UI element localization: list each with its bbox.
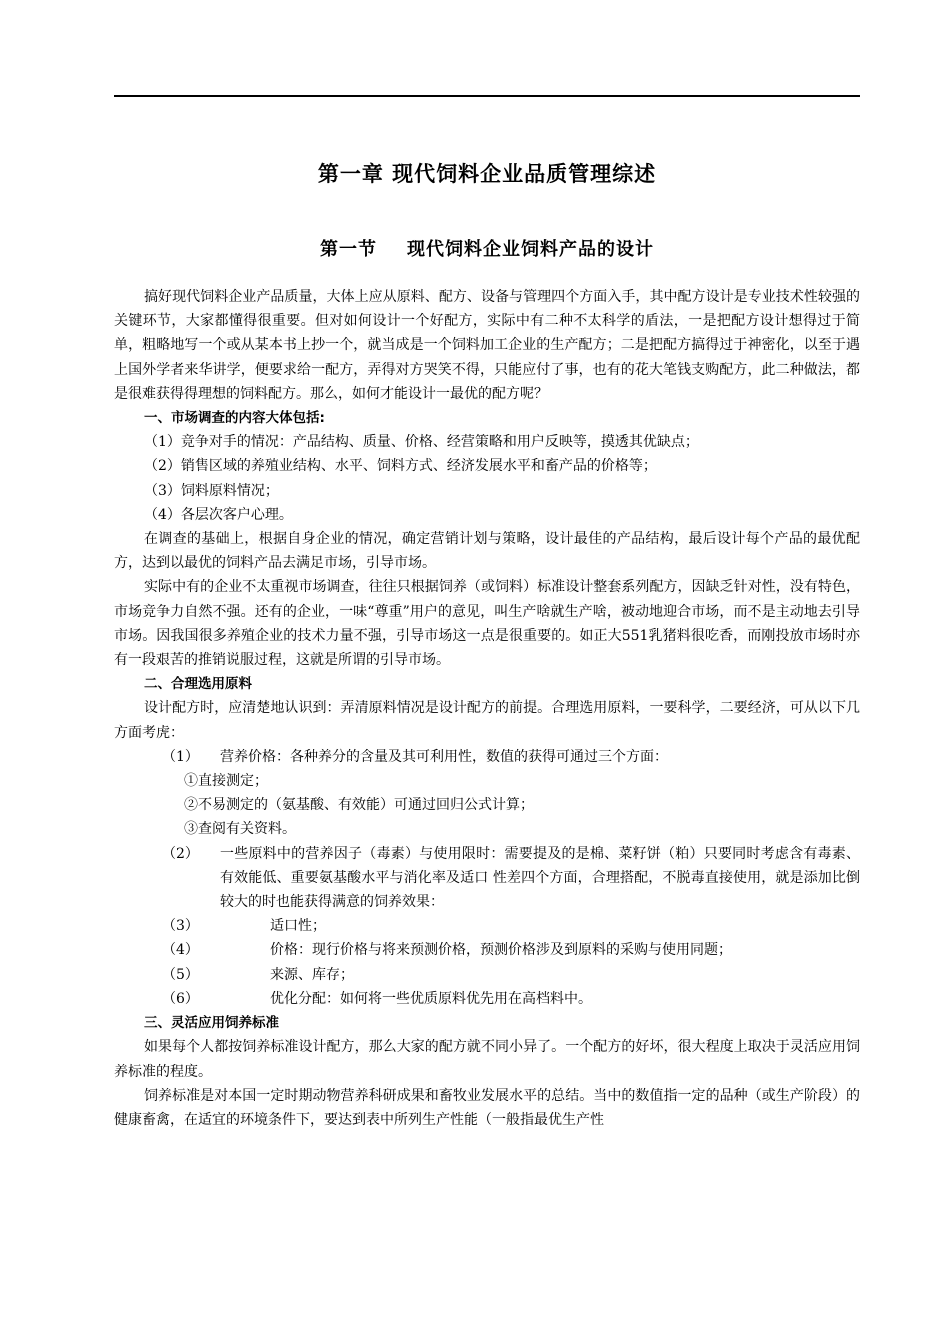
- part3-paragraph: 饲养标准是对本国一定时期动物营养科研成果和畜牧业发展水平的总结。当中的数值指一定的品种（或生产阶段）的健康畜禽，在适宜的环境条件下，要达到表中所列生产性能（一般指最优生产性: [114, 1087, 860, 1128]
- list-text: 适口性；: [270, 918, 326, 935]
- part1-paragraph: 实际中有的企业不太重视市场调查，往往只根据饲养（或饲料）标准设计整套系列配方，因缺乏针对性，没有特色，市场竞争力自然不强。还有的企业，一味“尊重”用户的意见，叫生产啥就生产啥，被动地迎合市场，而不是主动地去引导市场。因我国很多养殖企业的技术力量不强，引导市场这一点是很重要的。如正大551乳猪料很吃香，而刚投放市场时亦有一段艰苦的推销说服过程，这就是所谓的引导市场。: [114, 579, 860, 669]
- list-item: [114, 914, 860, 938]
- part2-heading: 二、合理选用原料: [144, 676, 252, 693]
- list-text: 优化分配：如何将一些优质原料优先用在高档料中。: [270, 990, 592, 1007]
- part1-heading: 一、市场调查的内容大体包括:: [144, 410, 325, 427]
- section-number: 第一节: [320, 239, 377, 260]
- header-rule: [114, 95, 860, 97]
- list-number: （3）: [162, 918, 199, 935]
- list-number: （1）: [162, 748, 199, 765]
- list-number: （4）: [162, 942, 199, 959]
- list-item: [114, 938, 860, 962]
- list-item: [114, 963, 860, 987]
- part1-paragraph: 在调查的基础上，根据自身企业的情况，确定营销计划与策略，设计最佳的产品结构，最后设计每个产品的最优配方，达到以最优的饲料产品去满足市场，引导市场。: [114, 531, 860, 572]
- list-text: 来源、库存；: [270, 966, 354, 983]
- sub-item: ③查阅有关资料。: [184, 821, 296, 838]
- part2-paragraph: 设计配方时，应清楚地认识到：弄清原料情况是设计配方的前提。合理选用原料，一要科学，二要经济，可从以下几方面考虎：: [114, 700, 860, 741]
- chapter-title: 第一章 现代饲料企业品质管理综述: [317, 162, 657, 186]
- list-text: 一些原料中的营养因子（毒素）与使用限时：需要提及的是棉、菜籽饼（粕）只要同时考虑含有毒素、有效能低、重要氨基酸水平与消化率及适口 性差四个方面，合理搭配，不脱毒直接使用，就是添加比倒较大的时也能获得满意的饲养效果：: [220, 845, 860, 911]
- list-item: （3）饲料原料情况；: [144, 482, 279, 499]
- sub-item: ②不易测定的（氨基酸、有效能）可通过回归公式计算；: [184, 797, 534, 814]
- list-item: [114, 987, 860, 1011]
- list-text: 营养价格：各种养分的含量及其可利用性，数值的获得可通过三个方面：: [220, 748, 668, 765]
- list-item: [114, 842, 860, 915]
- document-body: [114, 285, 860, 1132]
- list-number: （6）: [162, 990, 199, 1007]
- section-name: 现代饲料企业饲料产品的设计: [407, 239, 654, 260]
- list-item: （1）竞争对手的情况：产品结构、质量、价格、经营策略和用户反映等，摸透其优缺点；: [144, 434, 699, 451]
- list-number: （5）: [162, 966, 199, 983]
- part3-heading: 三、灵活应用饲养标准: [144, 1015, 279, 1032]
- section-title: [114, 235, 860, 261]
- list-number: （2）: [162, 845, 199, 862]
- part3-paragraph: 如果每个人都按饲养标准设计配方，那么大家的配方就不同小异了。一个配方的好坏，很大程度上取决于灵活应用饲养标准的程度。: [114, 1039, 860, 1080]
- list-item: （2）销售区域的养殖业结构、水平、饲料方式、经济发展水平和畜产品的价格等；: [144, 458, 657, 475]
- list-text: 价格：现行价格与将来预测价格，预测价格涉及到原料的采购与使用同题；: [270, 942, 732, 959]
- sub-item: ①直接测定；: [184, 773, 268, 790]
- list-item: （4）各层次客户心理。: [144, 506, 293, 523]
- intro-paragraph: 搞好现代饲料企业产品质量，大体上应从原料、配方、设备与管理四个方面入手，其中配方设计是专业技术性较强的关键环节，大家都懂得很重要。但对如何设计一个好配方，实际中有二种不太科学的盾法，一是把配方设计想得过于简单，粗略地写一个或从某本书上抄一个，就当成是一个饲料加工企业的生产配方；二是把配方搞得过于神密化，以至于遇上国外学者来华讲学，便要求给一配方，弄得对方哭笑不得，只能应付了事，也有的花大笔钱支购配方，此二种做法，都是很难获得得理想的饲料配方。那么，如何才能设计一最优的配方呢？: [114, 289, 860, 402]
- list-item: [114, 745, 860, 769]
